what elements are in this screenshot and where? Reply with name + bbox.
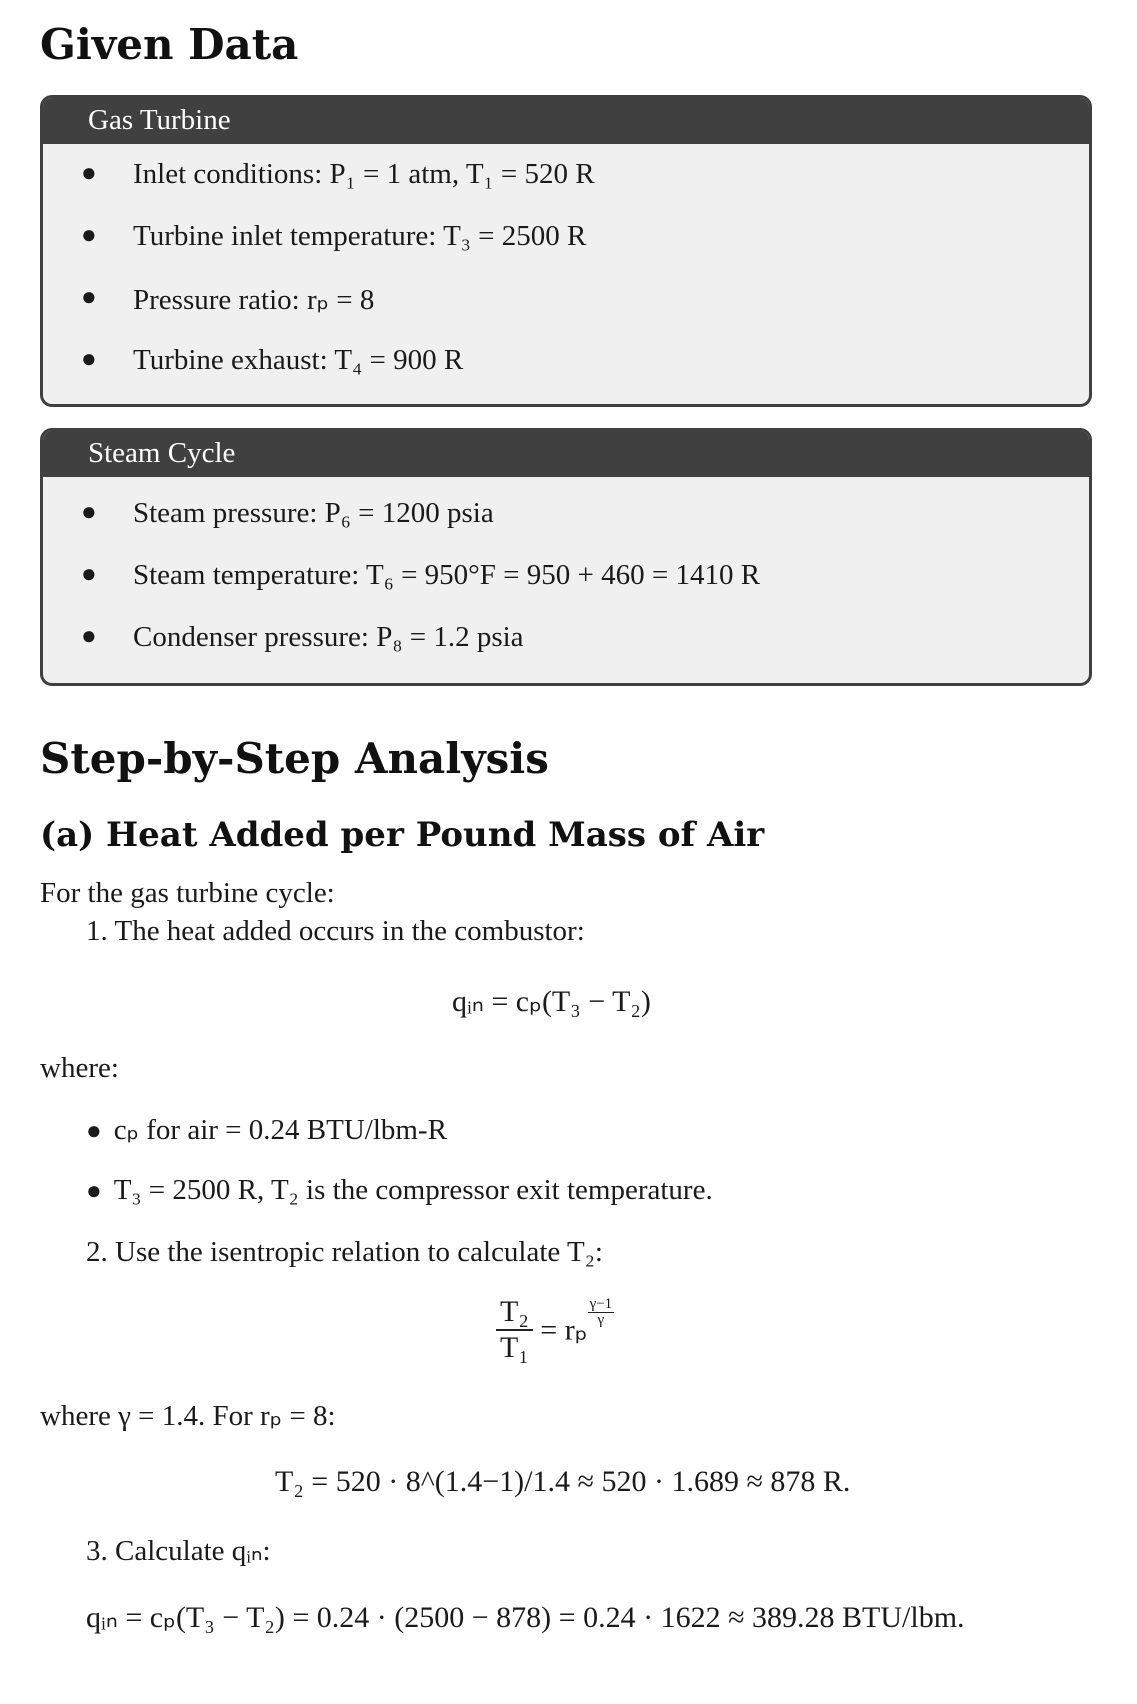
intro-text: For the gas turbine cycle: [40, 877, 335, 909]
equation-heat-added: qᵢₙ = cₚ(T₃ − T₂) [452, 985, 651, 1018]
bullet-icon: ● [86, 1176, 102, 1205]
list-item [81, 344, 464, 377]
bullet-t3-text: T₃ = 2500 R, T₂ is the compressor exit temperature. [113, 1174, 713, 1206]
bullet-cp-text: cₚ for air = 0.24 BTU/lbm-R [113, 1114, 447, 1146]
item-expression: T₃ = 2500 R [443, 220, 587, 252]
fraction-denominator: T₁ [500, 1331, 529, 1364]
list-item [81, 559, 761, 592]
item-label: Turbine exhaust: [133, 344, 328, 376]
bullet-icon: ● [81, 158, 97, 187]
gas-turbine-box-title: Gas Turbine [43, 98, 1089, 144]
bullet-cp [86, 1112, 447, 1147]
item-label: Pressure ratio: [133, 284, 300, 316]
gas-turbine-box [40, 95, 1092, 407]
bullet-icon: ● [81, 344, 97, 373]
item-expression: rₚ = 8 [306, 284, 375, 316]
equation-t2-value: T₂ = 520 · 8^(1.4−1)/1.4 ≈ 520 · 1.689 ≈ 878 R. [275, 1465, 851, 1498]
item-label: Steam pressure: [133, 497, 318, 529]
equation-isentropic [496, 1295, 614, 1365]
steam-cycle-box [40, 428, 1092, 686]
step-3-text: 3. Calculate qᵢₙ: [86, 1535, 271, 1567]
equation-q-in-value: qᵢₙ = cₚ(T₃ − T₂) = 0.24 · (2500 − 878) = 0.24 · 1622 ≈ 389.28 BTU/lbm. [86, 1601, 965, 1634]
list-item [81, 497, 494, 530]
list-item [81, 220, 587, 253]
where-text: where: [40, 1052, 119, 1084]
item-label: Inlet conditions: [133, 158, 323, 190]
bullet-icon: ● [86, 1116, 102, 1145]
list-item [81, 282, 375, 317]
where-gamma-text: where γ = 1.4. For rₚ = 8: [40, 1400, 336, 1432]
fraction-t2-t1 [496, 1295, 533, 1365]
item-expression: T₆ = 950°F = 950 + 460 = 1410 R [366, 559, 761, 591]
bullet-icon: ● [81, 220, 97, 249]
bullet-icon: ● [81, 282, 97, 311]
analysis-heading: Step-by-Step Analysis [40, 734, 549, 783]
item-expression: P₈ = 1.2 psia [376, 621, 524, 653]
exponent-denominator: γ [597, 1312, 605, 1328]
item-expression: P₁ = 1 atm, T₁ = 520 R [329, 158, 595, 190]
bullet-icon: ● [81, 497, 97, 526]
item-label: Condenser pressure: [133, 621, 369, 653]
exponent-numerator: γ−1 [589, 1296, 613, 1312]
fraction-numerator: T₂ [496, 1295, 533, 1331]
item-label: Turbine inlet temperature: [133, 220, 437, 252]
item-expression: P₆ = 1200 psia [324, 497, 494, 529]
exponent-fraction [588, 1297, 615, 1328]
bullet-icon: ● [81, 621, 97, 650]
bullet-icon: ● [81, 559, 97, 588]
step-1-text: 1. The heat added occurs in the combustor: [86, 915, 585, 947]
given-data-heading: Given Data [40, 20, 299, 69]
part-a-heading: (a) Heat Added per Pound Mass of Air [40, 815, 765, 855]
list-item [81, 158, 595, 191]
list-item [81, 621, 524, 654]
equation-rhs: = rₚ [540, 1313, 588, 1347]
item-expression: T₄ = 900 R [334, 344, 464, 376]
steam-cycle-box-title: Steam Cycle [43, 431, 1089, 477]
bullet-t3 [86, 1174, 713, 1207]
item-label: Steam temperature: [133, 559, 360, 591]
step-2-text: 2. Use the isentropic relation to calculate T₂: [86, 1236, 603, 1268]
